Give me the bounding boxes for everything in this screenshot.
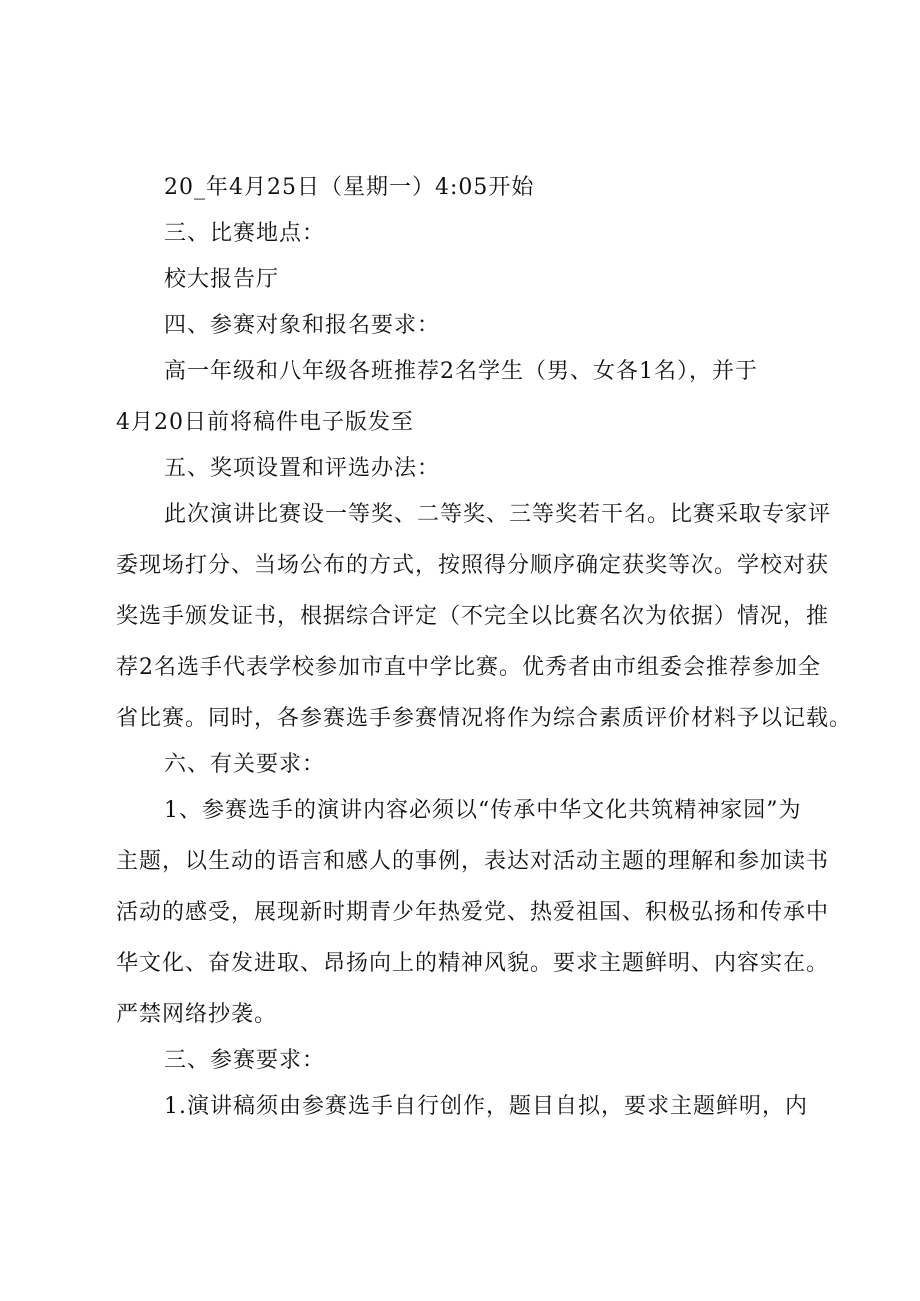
- paragraph-line: 奖选手颁发证书，根据综合评定（不完全以比赛名次为依据）情况，推: [116, 604, 830, 629]
- paragraph-line: 高一年级和八年级各班推荐2名学生（男、女各1名），并于: [164, 359, 758, 384]
- paragraph-line: 4月20日前将稿件电子版发至: [116, 410, 414, 435]
- paragraph-line: 主题，以生动的语言和感人的事例，表达对活动主题的理解和参加读书: [116, 849, 830, 874]
- paragraph-line: 1、参赛选手的演讲内容必须以“传承中华文化共筑精神家园”为: [164, 798, 802, 823]
- awards-paragraph: [116, 497, 853, 737]
- paragraph-line: 此次演讲比赛设一等奖、二等奖、三等奖若干名。比赛采取专家评: [164, 502, 832, 527]
- document-body: [116, 170, 853, 1135]
- section-heading-venue: 三、比赛地点：: [164, 221, 326, 246]
- section-heading-participants: 四、参赛对象和报名要求：: [164, 313, 441, 338]
- section-heading-requirements: 六、有关要求：: [164, 752, 326, 777]
- section-heading-contest-requirements: 三、参赛要求：: [164, 1048, 326, 1073]
- paragraph-line: 严禁网络抄袭。: [116, 1002, 278, 1027]
- venue-text: 校大报告厅: [164, 267, 280, 292]
- paragraph-line: 省比赛。同时，各参赛选手参赛情况将作为综合素质评价材料予以记载。: [116, 706, 853, 731]
- paragraph-line: 活动的感受，展现新时期青少年热爱党、热爱祖国、积极弘扬和传承中: [116, 900, 830, 925]
- competition-time: 20_年4月25日（星期一）4:05开始: [164, 175, 535, 200]
- section-heading-awards: 五、奖项设置和评选办法：: [164, 456, 441, 481]
- paragraph-line: 荐2名选手代表学校参加市直中学比赛。优秀者由市组委会推荐参加全: [116, 655, 821, 680]
- participants-paragraph: [116, 354, 846, 441]
- contest-requirements-text: 1.演讲稿须由参赛选手自行创作，题目自拟，要求主题鲜明，内: [164, 1094, 808, 1119]
- paragraph-line: 华文化、奋发进取、昂扬向上的精神风貌。要求主题鲜明、内容实在。: [116, 951, 830, 976]
- requirements-paragraph: [116, 793, 846, 1033]
- paragraph-line: 委现场打分、当场公布的方式，按照得分顺序确定获奖等次。学校对获: [116, 553, 830, 578]
